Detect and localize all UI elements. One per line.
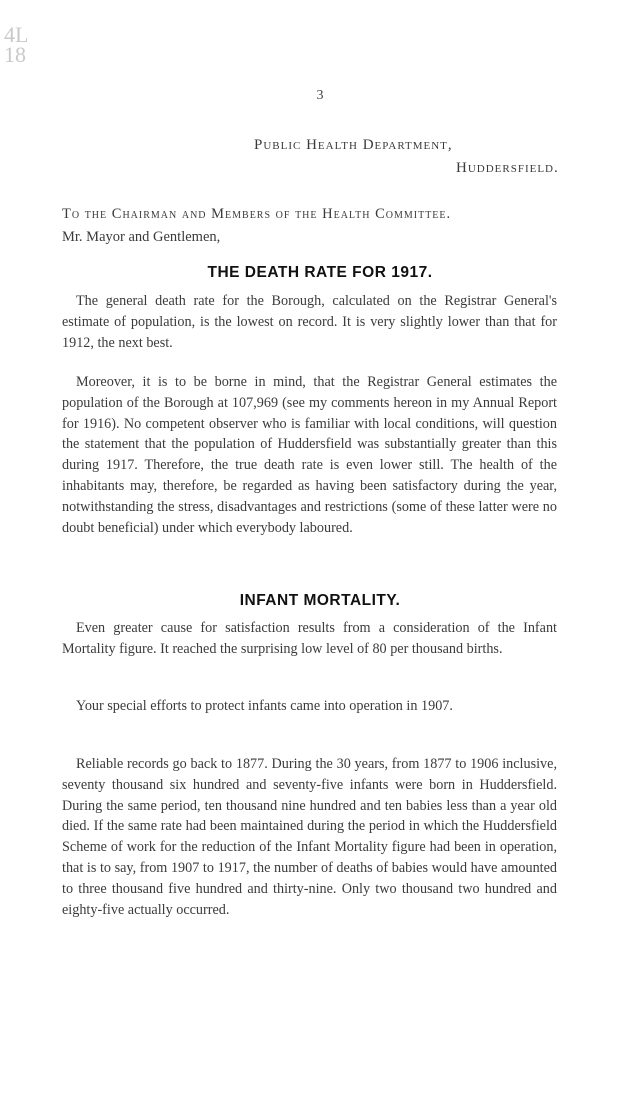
paragraph-death-rate-1: The general death rate for the Borough, calculated on the Registrar General's estimate of population, is the lowest on record. It is very slightly lower than that for 1912, the next best. bbox=[62, 293, 557, 351]
section-heading-infant-mortality: INFANT MORTALITY. bbox=[239, 592, 401, 609]
margin-note-top: 4L bbox=[4, 22, 29, 47]
town-name: Huddersfield. bbox=[456, 160, 559, 176]
page-number: 3 bbox=[316, 88, 324, 103]
paragraph-infant-mortality-2: Your special efforts to protect infants came into operation in 1907. bbox=[76, 698, 453, 714]
paragraph-infant-mortality-1: Even greater cause for satisfaction results from a consideration of the Infant Mortality figure. It reached the surprising low level of 80 per thousand births. bbox=[62, 620, 557, 657]
department-name: Public Health Department, bbox=[254, 137, 453, 153]
salutation-greeting: Mr. Mayor and Gentlemen, bbox=[62, 229, 221, 245]
margin-note-bottom: 18 bbox=[4, 42, 26, 67]
paragraph-death-rate-2: Moreover, it is to be borne in mind, that the Registrar General estimates the population of the Borough at 107,969 (see my comments hereon in my Annual Report for 1916). No competent observer who is familiar with local conditions, will question the statement that the population of Huddersfield was substantially greater than this during 1917. Therefore, the true death rate is even lower still. The health of the inhabitants may, therefore, be regarded as having been satisfactory during the year, notwithstanding the stress, disadvantages and restrictions (some of these latter were no doubt beneficial) under which everybody laboured. bbox=[62, 374, 557, 536]
paragraph-infant-mortality-3: Reliable records go back to 1877. During the 30 years, from 1877 to 1906 inclusive, seventy thousand six hundred and seventy-five infants were born in Huddersfield. During the same period, ten thousand nine hundred and ten babies less than a year old died. If the same rate had been maintained during the period in which the Huddersfield Scheme of work for the reduction of the Infant Mortality figure had been in operation, that is to say, from 1907 to 1917, the number of deaths of babies would have amounted to three thousand five hundred and thirty-nine. Only two thousand two hundred and eighty-five actually occurred. bbox=[62, 756, 557, 918]
section-heading-death-rate: THE DEATH RATE FOR 1917. bbox=[207, 264, 433, 281]
salutation-addressee: To the Chairman and Members of the Health Committee. bbox=[62, 206, 452, 222]
